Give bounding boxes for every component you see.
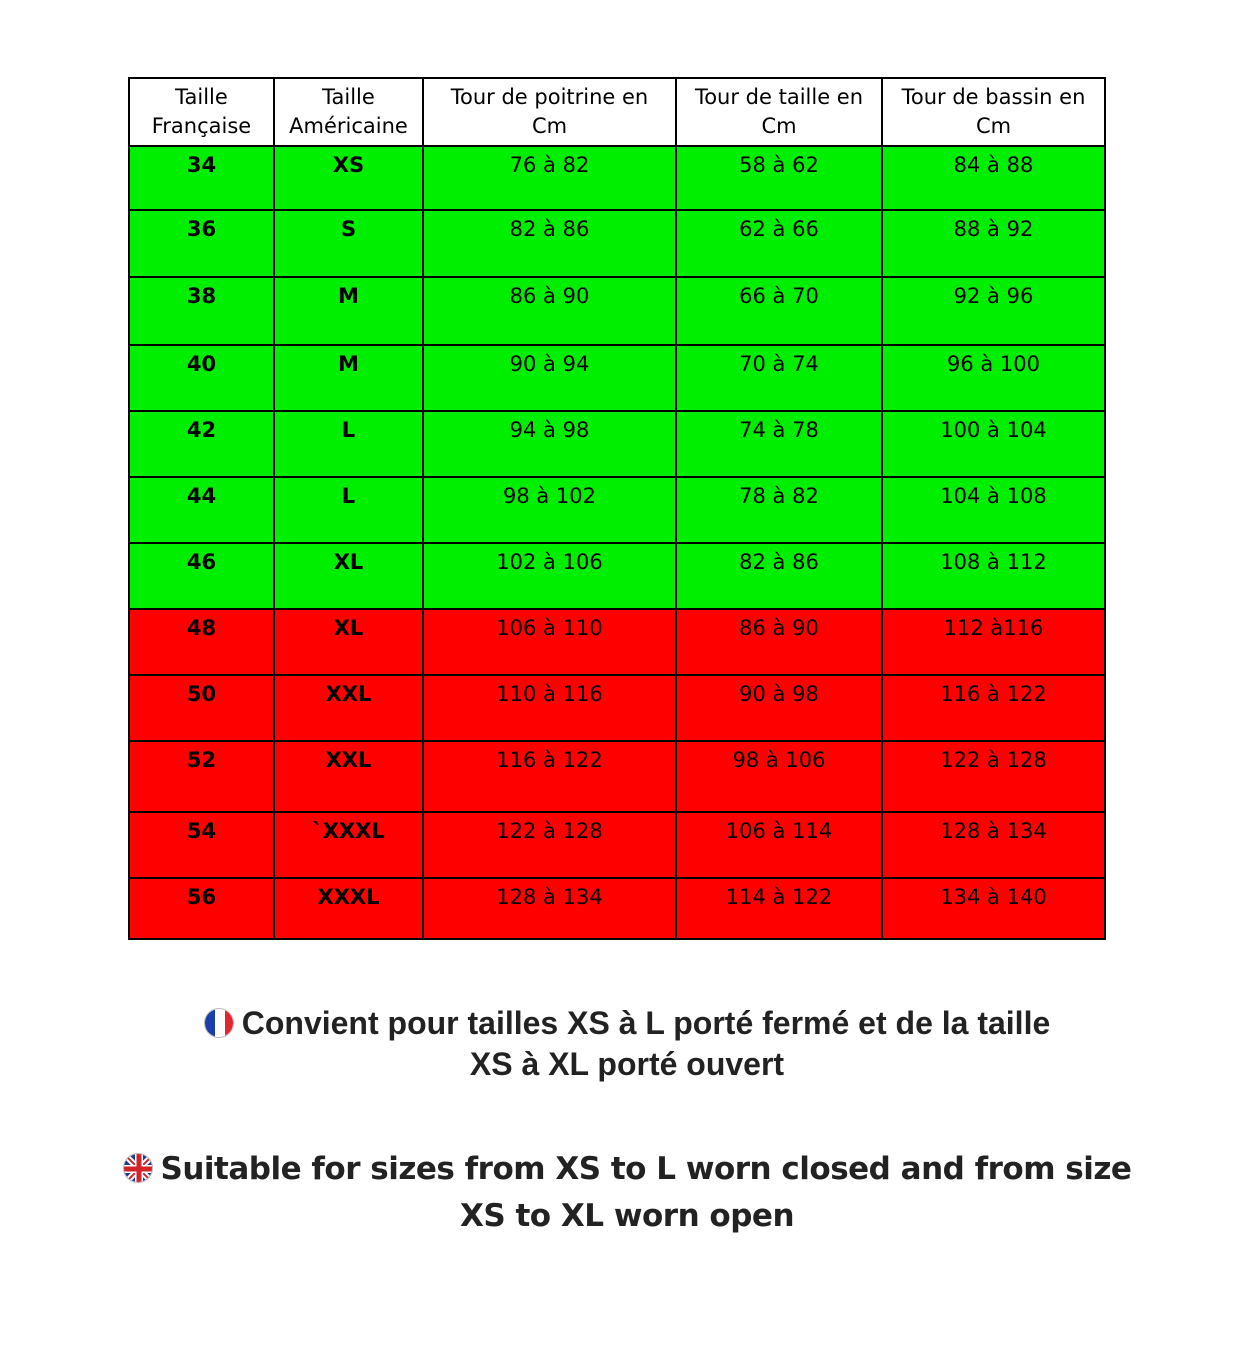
header-american-size: Taille Américaine [274, 78, 423, 146]
cell-hips: 134 à 140 [882, 878, 1105, 939]
cell-waist: 66 à 70 [676, 277, 882, 345]
cell-hips: 88 à 92 [882, 210, 1105, 277]
cell-american-size: L [274, 411, 423, 477]
table-row [129, 411, 1105, 477]
cell-waist: 86 à 90 [676, 609, 882, 675]
cell-american-size: S [274, 210, 423, 277]
cell-american-size: XS [274, 146, 423, 210]
cell-chest: 110 à 116 [423, 675, 676, 741]
cell-chest: 82 à 86 [423, 210, 676, 277]
cell-waist: 82 à 86 [676, 543, 882, 609]
cell-french-size: 38 [129, 277, 274, 345]
cell-hips: 128 à 134 [882, 812, 1105, 878]
cell-waist: 98 à 106 [676, 741, 882, 812]
table-row [129, 477, 1105, 543]
cell-chest: 122 à 128 [423, 812, 676, 878]
table-row [129, 741, 1105, 812]
cell-hips: 108 à 112 [882, 543, 1105, 609]
cell-chest: 102 à 106 [423, 543, 676, 609]
cell-american-size: XXL [274, 741, 423, 812]
cell-french-size: 54 [129, 812, 274, 878]
cell-american-size: XXL [274, 675, 423, 741]
cell-chest: 116 à 122 [423, 741, 676, 812]
cell-american-size: XL [274, 543, 423, 609]
header-chest: Tour de poitrine en Cm [423, 78, 676, 146]
table-row [129, 146, 1105, 210]
cell-american-size: XXXL [274, 878, 423, 939]
cell-waist: 70 à 74 [676, 345, 882, 411]
note-french [0, 1003, 1254, 1085]
note-english-line-2: XS to XL worn open [459, 1198, 795, 1234]
cell-chest: 90 à 94 [423, 345, 676, 411]
cell-hips: 100 à 104 [882, 411, 1105, 477]
table-row [129, 277, 1105, 345]
cell-french-size: 50 [129, 675, 274, 741]
cell-american-size: XL [274, 609, 423, 675]
cell-french-size: 52 [129, 741, 274, 812]
size-chart-table [128, 77, 1106, 940]
table-row [129, 878, 1105, 939]
header-waist: Tour de taille en Cm [676, 78, 882, 146]
cell-american-size: M [274, 277, 423, 345]
cell-french-size: 44 [129, 477, 274, 543]
header-hips: Tour de bassin en Cm [882, 78, 1105, 146]
table-header-row [129, 78, 1105, 146]
table-row [129, 609, 1105, 675]
table-row [129, 543, 1105, 609]
cell-french-size: 42 [129, 411, 274, 477]
cell-waist: 114 à 122 [676, 878, 882, 939]
cell-french-size: 48 [129, 609, 274, 675]
cell-french-size: 36 [129, 210, 274, 277]
cell-chest: 98 à 102 [423, 477, 676, 543]
table-row [129, 675, 1105, 741]
cell-chest: 94 à 98 [423, 411, 676, 477]
cell-hips: 112 à116 [882, 609, 1105, 675]
cell-waist: 106 à 114 [676, 812, 882, 878]
cell-american-size: `XXXL [274, 812, 423, 878]
cell-waist: 62 à 66 [676, 210, 882, 277]
cell-french-size: 46 [129, 543, 274, 609]
cell-hips: 96 à 100 [882, 345, 1105, 411]
table-row [129, 345, 1105, 411]
cell-french-size: 40 [129, 345, 274, 411]
cell-american-size: M [274, 345, 423, 411]
note-french-line-2: XS à XL porté ouvert [469, 1046, 785, 1082]
cell-waist: 78 à 82 [676, 477, 882, 543]
table-row [129, 812, 1105, 878]
note-english [0, 1146, 1254, 1240]
france-flag-icon [204, 1008, 234, 1038]
cell-american-size: L [274, 477, 423, 543]
cell-chest: 86 à 90 [423, 277, 676, 345]
note-english-line-1: Suitable for sizes from XS to L worn closed and from size [160, 1151, 1132, 1187]
note-french-line-1: Convient pour tailles XS à L porté fermé et de la taille [241, 1005, 1051, 1041]
cell-chest: 106 à 110 [423, 609, 676, 675]
cell-hips: 104 à 108 [882, 477, 1105, 543]
cell-chest: 128 à 134 [423, 878, 676, 939]
header-french-size: Taille Française [129, 78, 274, 146]
cell-waist: 74 à 78 [676, 411, 882, 477]
cell-hips: 84 à 88 [882, 146, 1105, 210]
cell-chest: 76 à 82 [423, 146, 676, 210]
table-row [129, 210, 1105, 277]
cell-waist: 90 à 98 [676, 675, 882, 741]
cell-waist: 58 à 62 [676, 146, 882, 210]
cell-hips: 92 à 96 [882, 277, 1105, 345]
cell-hips: 116 à 122 [882, 675, 1105, 741]
cell-french-size: 34 [129, 146, 274, 210]
cell-french-size: 56 [129, 878, 274, 939]
uk-flag-icon [123, 1153, 153, 1183]
cell-hips: 122 à 128 [882, 741, 1105, 812]
